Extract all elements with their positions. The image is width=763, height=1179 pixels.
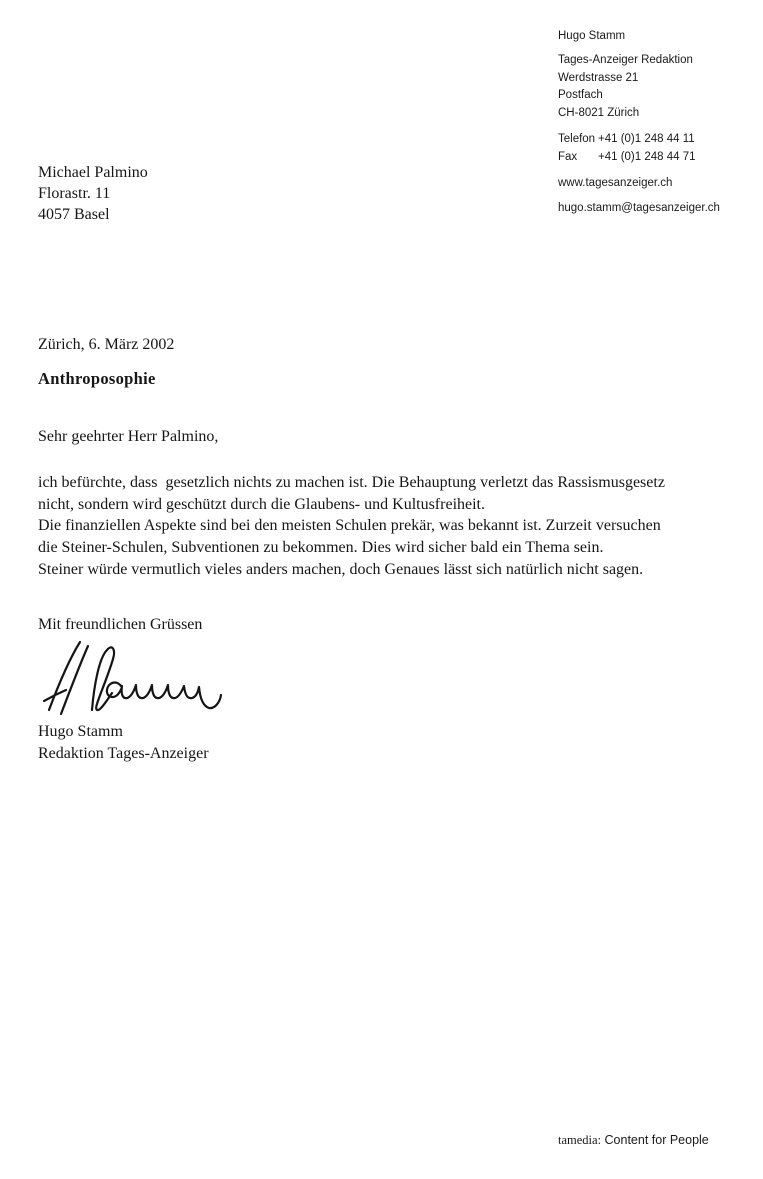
- signature-block: [38, 721, 209, 764]
- footer: [558, 1133, 709, 1148]
- signer-title: Redaktion Tages-Anzeiger: [38, 744, 209, 762]
- fax-label: Fax: [558, 150, 578, 163]
- body-line: nicht, sondern wird geschützt durch die Glaubens- und Kultusfreiheit.: [38, 495, 485, 513]
- sender-email: hugo.stamm@tagesanzeiger.ch: [558, 202, 720, 214]
- body-line: Die finanziellen Aspekte sind bei den meisten Schulen prekär, was bekannt ist. Zurzeit versuchen: [38, 517, 661, 535]
- fax-number: +41 (0)1 248 44 71: [598, 150, 696, 163]
- sender-organization: Tages-Anzeiger Redaktion: [558, 54, 693, 66]
- sender-pobox: Postfach: [558, 89, 603, 101]
- letter-body: [38, 472, 665, 581]
- phone-row: [558, 131, 696, 149]
- recipient-city: 4057 Basel: [38, 206, 110, 223]
- fax-row: [558, 149, 696, 167]
- sender-street: Werdstrasse 21: [558, 71, 639, 84]
- tamedia-logo-text: tamedia:: [558, 1133, 602, 1147]
- closing-phrase: Mit freundlichen Grüssen: [38, 616, 203, 633]
- salutation: Sehr geehrter Herr Palmino,: [38, 428, 219, 445]
- recipient-name: Michael Palmino: [38, 164, 148, 181]
- sender-name: Hugo Stamm: [558, 30, 626, 42]
- phone-label: Telefon: [558, 133, 596, 145]
- handwritten-signature: [28, 638, 228, 723]
- recipient-block: [38, 162, 148, 225]
- sender-city: CH-8021 Zürich: [558, 106, 640, 119]
- body-line: Steiner würde vermutlich vieles anders machen, doch Genaues lässt sich natürlich nicht sagen.: [38, 560, 644, 578]
- tamedia-tagline: Content for People: [601, 1133, 709, 1147]
- sender-phone-fax: [558, 131, 696, 166]
- sender-website: www.tagesanzeiger.ch: [558, 177, 673, 189]
- recipient-street: Florastr. 11: [38, 185, 111, 202]
- subject-line: Anthroposophie: [38, 369, 156, 388]
- phone-number: +41 (0)1 248 44 11: [598, 133, 695, 145]
- signer-name: Hugo Stamm: [38, 723, 123, 740]
- dateline: Zürich, 6. März 2002: [38, 336, 175, 353]
- body-line: ich befürchte, dass gesetzlich nichts zu machen ist. Die Behauptung verletzt das Rassismusgesetz: [38, 474, 665, 491]
- body-line: die Steiner-Schulen, Subventionen zu bekommen. Dies wird sicher bald ein Thema sein.: [38, 539, 604, 557]
- sender-address: [558, 52, 693, 122]
